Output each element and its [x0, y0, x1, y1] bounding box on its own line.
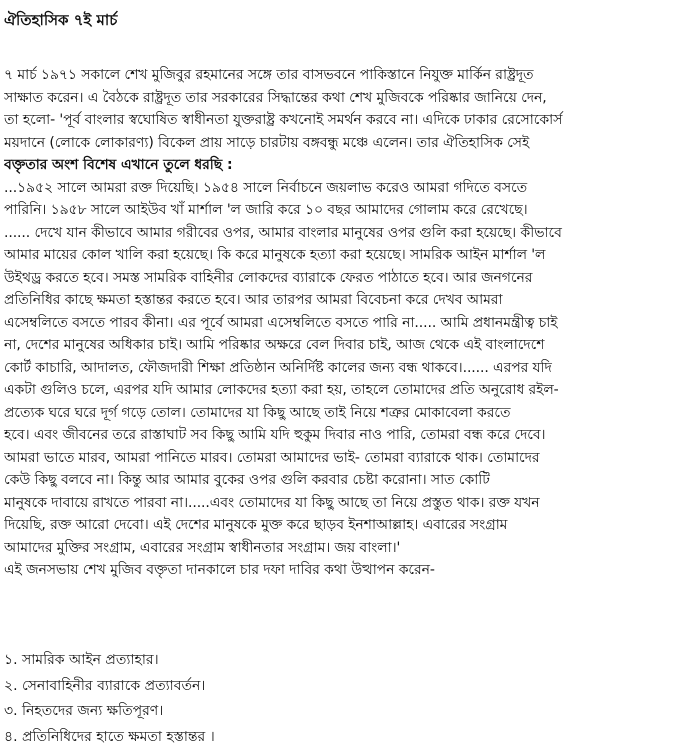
text-line: কোর্ট কাচারি, আদালত, ফৌজদারী শিক্ষা প্রতিষ্ঠান অনির্দিষ্ট কালের জন্য বন্ধ থাকবে।...... এরপর যদি — [4, 359, 552, 376]
text-line: না, দেশের মানুষের অধিকার চাই। আমি পরিষ্কার অক্ষরে বেল দিবার চাই, আজ থেকে এই বাংলাদেশে — [4, 337, 545, 353]
text-line: ৭ মার্চ ১৯৭১ সকালে শেখ মুজিবুর রহমানের সঙ্গে তার বাসভবনে পাকিস্তানে নিযুক্ত মার্কিন রাষ্ট্রদূত — [4, 67, 534, 83]
text-line: কেউ কিছু বলবে না। কিন্তু আর আমার বুকের ওপর গুলি করবার চেষ্টা করোনা। সাত কোটি — [4, 472, 490, 488]
text-line: পারিনি। ১৯৫৮ সালে আইউব খাঁ মার্শাল 'ল জারি করে ১০ বছর আমাদের গোলাম করে রেখেছে। — [4, 202, 528, 218]
list-item: ২. সেনাবাহিনীর ব্যারাকে প্রত্যাবর্তন। — [4, 677, 206, 694]
demands-list — [4, 648, 215, 750]
list-item: ৩. নিহতদের জন্য ক্ষতিপূরণ। — [4, 703, 164, 719]
text-line: মানুষকে দাবায়ে রাখতে পারবা না।.....এবং তোমাদের যা কিছু আছে তা নিয়ে প্রস্তুত থাক। রক্ত যখন — [4, 494, 540, 511]
list-item: ৪. প্রতিনিধিদের হাতে ক্ষমতা হস্তান্তর । — [4, 728, 215, 745]
text-line: প্রত্যেক ঘরে ঘরে দূর্গ গড়ে তোল। তোমাদের যা কিছু আছে তাই নিয়ে শত্রুর মোকাবেলা করতে — [4, 404, 511, 421]
text-line: হবে। এবং জীবনের তরে রাস্তাঘাট সব কিছু আমি যদি হুকুম দিবার নাও পারি, তোমরা বন্ধ করে দেবে। — [4, 427, 546, 443]
text-line: আমাদের মুক্তির সংগ্রাম, এবারের সংগ্রাম স্বাধীনতার সংগ্রাম। জয় বাংলা।' — [4, 539, 401, 556]
body-text — [4, 64, 686, 582]
page-title: ঐতিহাসিক ৭ই মার্চ — [4, 11, 118, 29]
text-line: ...... দেখে যান কীভাবে আমার গরীবের ওপর, আমার বাংলার মানুষের ওপর গুলি করা হয়েছে। কীভাবে — [4, 224, 562, 241]
text-line: ময়দানে (লোকে লোকারণ্য) বিকেল প্রায় সাড়ে চারটায় বঙ্গবন্ধু মঞ্চে এলেন। তার ঐতিহাসিক সেই — [4, 134, 530, 151]
text-line: সাক্ষাত করেন। এ বৈঠকে রাষ্ট্রদূত তার সরকারের সিদ্ধান্তের কথা শেখ মুজিবকে পরিষ্কার জানিয়ে দেন, — [4, 89, 547, 106]
list-item: ১. সামরিক আইন প্রত্যাহার। — [4, 652, 159, 668]
text-line: ...১৯৫২ সালে আমরা রক্ত দিয়েছি। ১৯৫৪ সালে নির্বাচনে জয়লাভ করেও আমরা গদিতে বসতে — [4, 179, 528, 196]
text-line: আমরা ভাতে মারব, আমরা পানিতে মারব। তোমরা আমাদের ভাই- তোমরা ব্যারাকে থাক। তোমাদের — [4, 449, 540, 466]
text-line: একটা গুলিও চলে, এরপর যদি আমার লোকদের হত্যা করা হয়, তাহলে তোমাদের প্রতি অনুরোধ রইল- — [4, 382, 559, 398]
text-line: এই জনসভায় শেখ মুজিব বক্তৃতা দানকালে চার দফা দাবির কথা উত্থাপন করেন- — [4, 562, 435, 578]
text-line: প্রতিনিধির কাছে ক্ষমতা হস্তান্তর করতে হবে। আর তারপর আমরা বিবেচনা করে দেখব আমরা — [4, 292, 503, 308]
text-line: আমার মায়ের কোল খালি করা হয়েছে। কি করে মানুষকে হত্যা করা হয়েছে। সামরিক আইন মার্শাল 'ল — [4, 247, 546, 263]
text-line: এসেম্বলিতে বসতে পারব কীনা। এর পূর্বে আমরা এসেম্বলিতে বসতে পারি না..... আমি প্রধানমন্ত্রীত্ব চাই — [4, 314, 558, 331]
text-line: উইথড্র করতে হবে। সমস্ত সামরিক বাহিনীর লোকদের ব্যারাকে ফেরত পাঠাতে হবে। আর জনগনের — [4, 269, 533, 286]
text-line: তা হলো- 'পূর্ব বাংলার স্বঘোষিত স্বাধীনতা যুক্তরাষ্ট্র কখনোই সমর্থন করবে না। এদিকে ঢাকার রেসোকোর্স — [4, 112, 563, 128]
speech-intro-line: বক্তৃতার অংশ বিশেষ এখানে তুলে ধরছি : — [4, 157, 233, 173]
text-line: দিয়েছি, রক্ত আরো দেবো। এই দেশের মানুষকে মুক্ত করে ছাড়ব ইনশাআল্লাহ। এবারের সংগ্রাম — [4, 517, 508, 533]
